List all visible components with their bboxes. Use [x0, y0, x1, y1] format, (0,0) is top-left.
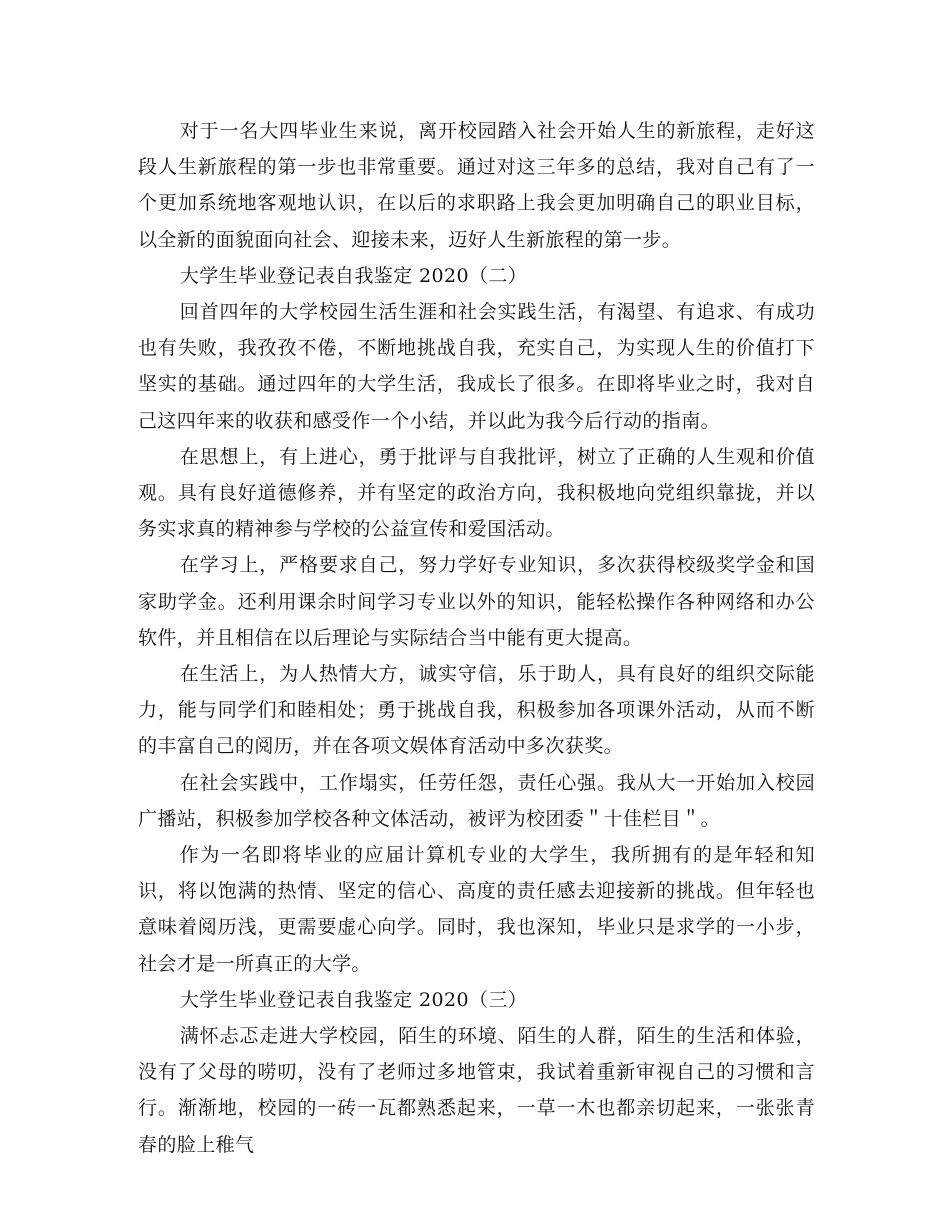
- paragraph-life: 在生活上，为人热情大方，诚实守信，乐于助人，具有良好的组织交际能力，能与同学们和睦相处；勇于挑战自我，积极参加各项课外活动，从而不断的丰富自己的阅历，并在各项文娱体育活动中多次获奖。: [138, 663, 815, 758]
- section-heading-two: 大学生毕业登记表自我鉴定 2020（二）: [179, 264, 528, 287]
- paragraph-social-practice: 在社会实践中，工作塌实，任劳任怨，责任心强。我从大一开始加入校园广播站，积极参加学校各种文体活动，被评为校团委＂十佳栏目＂。: [138, 771, 815, 830]
- document-body: [138, 113, 815, 1163]
- paragraph-entering-campus: 满怀忐忑走进大学校园，陌生的环境、陌生的人群，陌生的生活和体验，没有了父母的唠叨，没有了老师过多地管束，我试着重新审视自己的习惯和言行。渐渐地，校园的一砖一瓦都熟悉起来，一草一木也都亲切起来，一张张青春的脸上稚气: [138, 1025, 815, 1156]
- paragraph-conclusion-one: 对于一名大四毕业生来说，离开校园踏入社会开始人生的新旅程，走好这段人生新旅程的第一步也非常重要。通过对这三年多的总结，我对自己有了一个更加系统地客观地认识，在以后的求职路上我会更加明确自己的职业目标，以全新的面貌面向社会、迎接未来，迈好人生新旅程的第一步。: [138, 120, 815, 251]
- paragraph-review-four-years: 回首四年的大学校园生活生涯和社会实践生活，有渴望、有追求、有成功也有失败，我孜孜不倦，不断地挑战自我，充实自己，为实现人生的价值打下坚实的基础。通过四年的大学生活，我成长了很多。在即将毕业之时，我对自己这四年来的收获和感受作一个小结，并以此为我今后行动的指南。: [138, 301, 815, 432]
- paragraph-ideology: 在思想上，有上进心，勇于批评与自我批评，树立了正确的人生观和价值观。具有良好道德修养，并有坚定的政治方向，我积极地向党组织靠拢，并以务实求真的精神参与学校的公益宣传和爱国活动。: [138, 445, 815, 541]
- paragraph-outlook: 作为一名即将毕业的应届计算机专业的大学生，我所拥有的是年轻和知识，将以饱满的热情、坚定的信心、高度的责任感去迎接新的挑战。但年轻也意味着阅历浅，更需要虚心向学。同时，我也深知，毕业只是求学的一小步，社会才是一所真正的大学。: [138, 844, 815, 975]
- section-heading-three: 大学生毕业登记表自我鉴定 2020（三）: [179, 988, 528, 1011]
- paragraph-study: 在学习上，严格要求自己，努力学好专业知识，多次获得校级奖学金和国家助学金。还利用课余时间学习专业以外的知识，能轻松操作各种网络和办公软件，并且相信在以后理论与实际结合当中能有更大提高。: [138, 554, 815, 649]
